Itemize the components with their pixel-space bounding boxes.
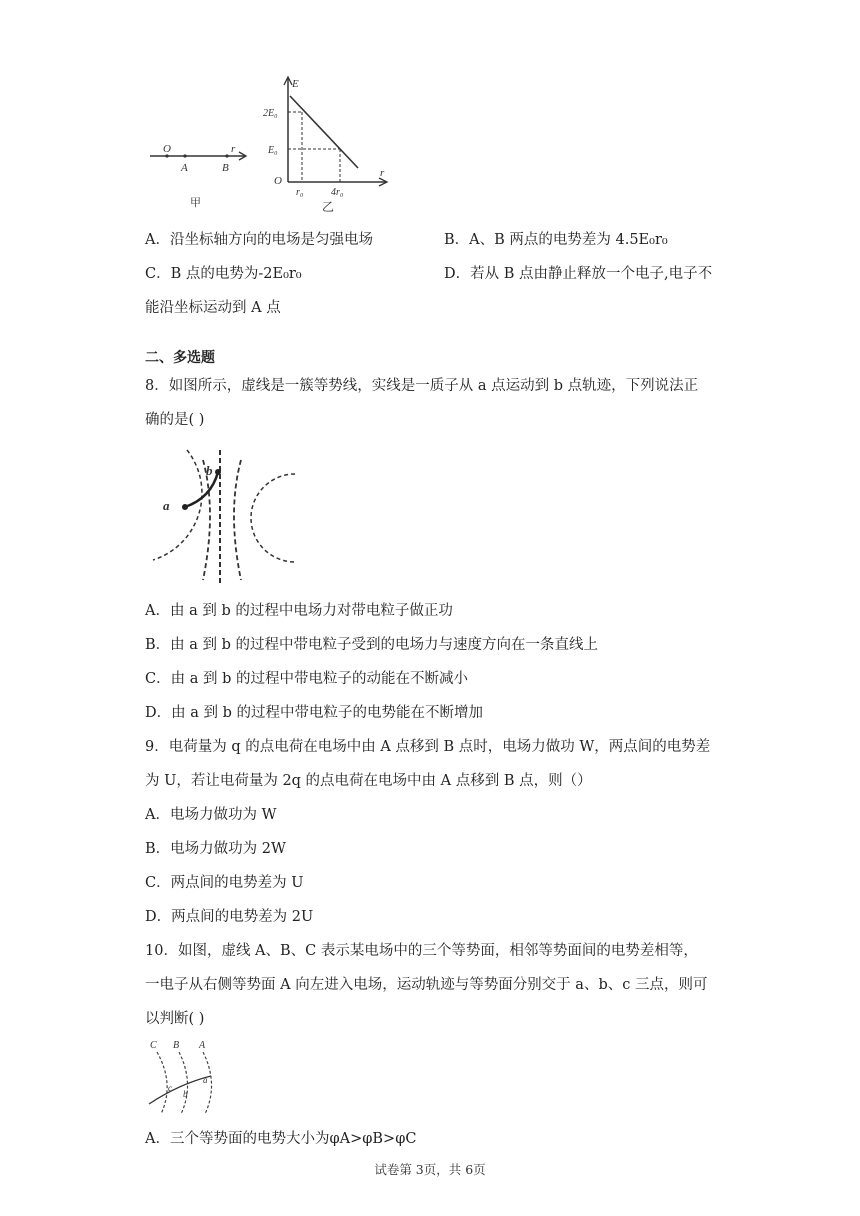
q9-stem-line1: 9．电荷量为 q 的点电荷在电场中由 A 点移到 B 点时，电场力做功 W，两点间的电势差	[145, 739, 711, 755]
q8-equipotential-right-curve	[251, 474, 295, 562]
q8-stem-line1: 8．如图所示，虚线是一簇等势线，实线是一质子从 a 点运动到 b 点轨迹，下列说法正	[145, 378, 699, 394]
q7-option-c: C．B 点的电势为-2E₀r₀	[145, 266, 302, 282]
q7-option-b: B．A、B 两点的电势差为 4.5E₀r₀	[444, 232, 668, 248]
q7-option-d-line1: D．若从 B 点由静止释放一个电子,电子不	[444, 266, 713, 282]
q8-point-a	[182, 504, 188, 510]
q8-equipotential-figure	[145, 448, 305, 588]
q10-stem-line1: 10．如图，虚线 A、B、C 表示某电场中的三个等势面，相邻等势面间的电势差相等，	[145, 943, 698, 959]
yi-label-e: E	[292, 78, 299, 90]
yi-caption: 乙	[322, 200, 335, 214]
yi-label-r0: r₀	[296, 187, 304, 198]
q9-option-a: A．电场力做功为 W	[145, 807, 277, 823]
q7-option-a: A．沿坐标轴方向的电场是匀强电场	[145, 232, 373, 248]
q10-surface-b	[179, 1052, 188, 1114]
yi-label-r: r	[380, 167, 385, 179]
q10-surface-c	[157, 1052, 167, 1114]
yi-label-2e0: 2E₀	[263, 108, 278, 119]
jia-label-b: B	[222, 162, 229, 174]
jia-point-b	[225, 154, 228, 157]
q10-stem-line3: 以判断( )	[145, 1011, 205, 1027]
q8-equipotential-left-curve	[153, 450, 202, 560]
q10-label-c: c	[168, 1083, 172, 1093]
q8-option-c: C．由 a 到 b 的过程中带电粒子的动能在不断减小	[145, 671, 468, 687]
figure-jia	[145, 140, 265, 210]
q8-stem-line2: 确的是( )	[145, 412, 205, 428]
q9-option-d: D．两点间的电势差为 2U	[145, 909, 314, 925]
figure-yi	[260, 72, 400, 217]
q8-label-b: b	[206, 463, 213, 478]
q8-equipotential-right-inner	[234, 460, 241, 580]
q8-option-a: A．由 a 到 b 的过程中电场力对带电粒子做正功	[145, 603, 453, 619]
q9-option-c: C．两点间的电势差为 U	[145, 875, 304, 891]
page-footer: 试卷第 3页，共 6页	[374, 1162, 486, 1177]
q9-option-b: B．电场力做功为 2W	[145, 841, 286, 857]
q10-stem-line2: 一电子从右侧等势面 A 向左进入电场，运动轨迹与等势面分别交于 a、b、c 三点，则可	[145, 977, 708, 993]
q10-label-b: b	[183, 1089, 188, 1099]
q10-option-a: A．三个等势面的电势大小为φA>φB>φC	[145, 1131, 417, 1147]
jia-label-o: O	[163, 143, 171, 155]
section-title: 二、多选题	[145, 350, 215, 366]
q10-label-C: C	[150, 1040, 157, 1051]
jia-point-a	[183, 154, 186, 157]
q10-label-A: A	[199, 1040, 206, 1051]
q10-equipotential-figure	[145, 1038, 235, 1118]
yi-label-origin: O	[274, 175, 282, 187]
q10-electron-trajectory	[149, 1076, 211, 1104]
q10-label-a: a	[203, 1075, 208, 1085]
jia-caption: 甲	[190, 197, 201, 209]
yi-label-4r0: 4r₀	[331, 187, 344, 198]
q10-label-B: B	[173, 1040, 180, 1051]
q8-point-b	[215, 469, 221, 475]
q8-equipotential-left-inner	[203, 460, 210, 580]
jia-label-r: r	[231, 143, 236, 155]
q8-option-b: B．由 a 到 b 的过程中带电粒子受到的电场力与速度方向在一条直线上	[145, 637, 599, 653]
jia-label-a: A	[181, 162, 188, 174]
q8-option-d: D．由 a 到 b 的过程中带电粒子的电势能在不断增加	[145, 705, 483, 721]
q7-option-d-line2: 能沿坐标运动到 A 点	[145, 300, 281, 316]
q8-label-a: a	[163, 498, 170, 513]
yi-label-e0: E₀	[268, 145, 278, 156]
q9-stem-line2: 为 U，若让电荷量为 2q 的点电荷在电场中由 A 点移到 B 点，则（）	[145, 773, 592, 789]
yi-e-r-line	[290, 96, 358, 168]
